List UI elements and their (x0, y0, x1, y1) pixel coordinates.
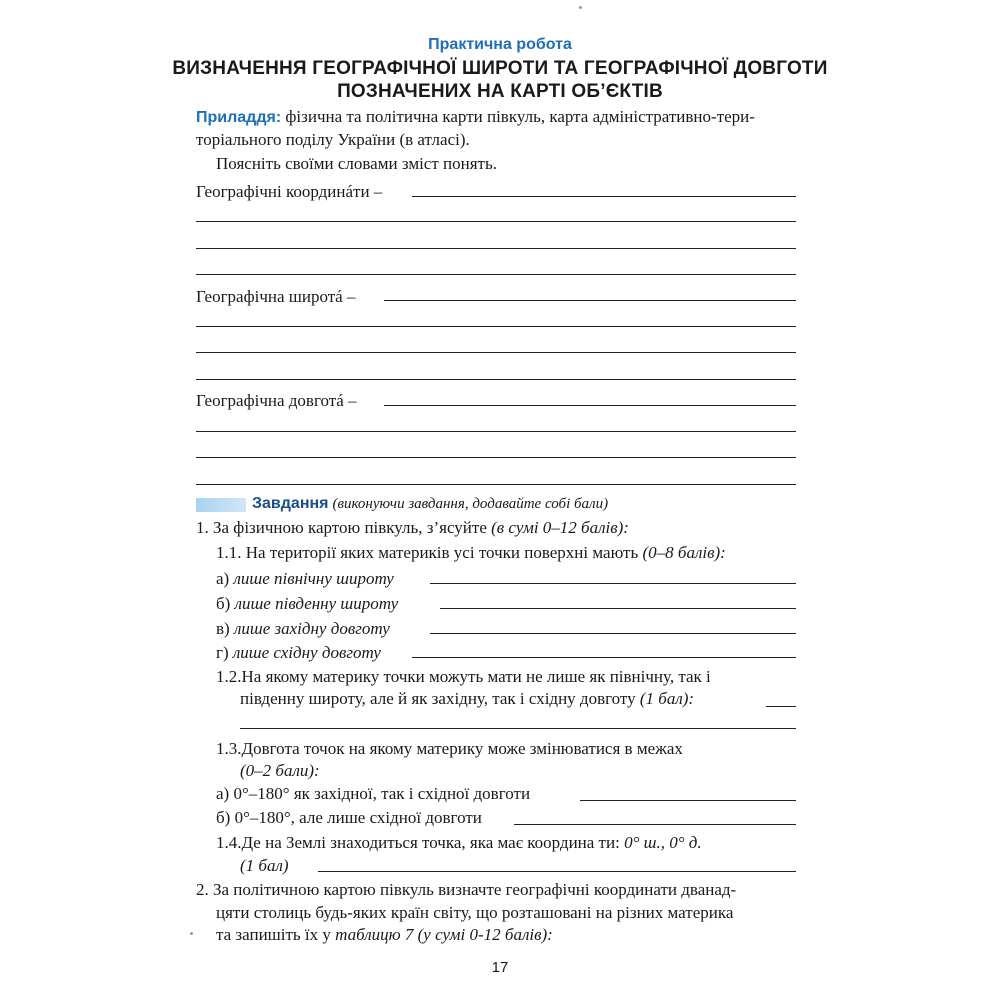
answer-line[interactable] (196, 248, 796, 249)
answer-line[interactable] (514, 824, 796, 825)
question-1-2-line1: 1.2.На якому материку точки можуть мати не лише як північну, так і (216, 667, 711, 686)
q13-option-b (216, 808, 482, 828)
option-a (216, 569, 394, 589)
question-1-3-points: (0–2 бали): (240, 761, 320, 780)
question-1-1 (216, 543, 726, 563)
task-marker-icon (196, 498, 246, 512)
answer-line[interactable] (196, 352, 796, 353)
task2-table-ref: таблицю 7 (у сумі 0-12 балів): (335, 925, 553, 944)
answer-line[interactable] (440, 608, 796, 609)
question-1-4-points: (1 бал) (240, 856, 289, 875)
question-1-2-points: (1 бал): (639, 689, 695, 708)
task2-line1: 2. За політичною картою півкуль визначте географічні координати дванад- (196, 880, 737, 899)
answer-line[interactable] (430, 633, 796, 634)
answer-line[interactable] (430, 583, 796, 584)
option-letter: а) (216, 784, 230, 803)
answer-line[interactable] (196, 484, 796, 485)
option-text: лише північну широту (233, 569, 394, 588)
answer-line[interactable] (196, 431, 796, 432)
task2-line3 (216, 925, 553, 945)
question-1-4-text: 1.4.Де на Землі знаходиться точка, яка має координа ти: (216, 833, 620, 852)
q13-option-a (216, 784, 530, 804)
equipment-line1 (196, 107, 755, 127)
concept-term-latitude: Географічна широтá – (196, 287, 356, 306)
tasks-header (252, 495, 608, 513)
section-kicker: Практична робота (428, 36, 572, 53)
option-text: лише південну широту (234, 594, 399, 613)
equipment-text1: фізична та політична карти півкуль, карта адміністративно-тери- (285, 107, 755, 126)
answer-line[interactable] (412, 657, 796, 658)
question-1-4-coords: 0° ш., 0° д. (624, 833, 702, 852)
question-1-2-line2 (240, 689, 694, 709)
tasks-note: (виконуючи завдання, додавайте собі бали) (332, 496, 609, 512)
option-letter: б) (216, 808, 231, 827)
concept-term-coordinates: Географічні координáти – (196, 182, 383, 201)
page-title-line1: ВИЗНАЧЕННЯ ГЕОГРАФІЧНОЇ ШИРОТИ ТА ГЕОГРАФІЧНОЇ ДОВГОТИ (172, 58, 828, 79)
answer-line[interactable] (384, 300, 796, 301)
option-b (216, 594, 398, 614)
option-text: 0°–180° як західної, так і східної довготи (233, 784, 531, 803)
answer-line[interactable] (384, 405, 796, 406)
answer-line[interactable] (196, 379, 796, 380)
question-1-1-text: 1.1. На території яких материків усі точки поверхні мають (216, 543, 639, 562)
intro-instruction: Поясніть своїми словами зміст понять. (216, 154, 497, 173)
equipment-label: Приладдя: (196, 109, 282, 126)
option-letter: а) (216, 569, 230, 588)
print-speck (579, 6, 582, 9)
task1-heading (196, 518, 629, 538)
option-d (216, 643, 381, 663)
task2-line2: цяти столиць будь-яких країн світу, що розташовані на різних материка (216, 903, 734, 922)
option-text: лише західну довготу (233, 619, 390, 638)
print-speck (190, 932, 193, 935)
question-1-2-text: південну широту, але й як західну, так і східну довготу (240, 689, 636, 708)
task1-points: (в сумі 0–12 балів): (491, 518, 629, 537)
equipment-line2: торіального поділу України (в атласі). (196, 130, 470, 149)
option-letter: г) (216, 643, 229, 662)
task1-text: 1. За фізичною картою півкуль, з’ясуйте (196, 518, 487, 537)
answer-line[interactable] (240, 728, 796, 729)
answer-line[interactable] (412, 196, 796, 197)
task2-text: та запишіть їх у (216, 925, 331, 944)
option-text: 0°–180°, але лише східної довготи (234, 808, 482, 827)
option-text: лише східну довготу (232, 643, 381, 662)
answer-line[interactable] (580, 800, 796, 801)
question-1-1-points: (0–8 балів): (642, 543, 726, 562)
answer-line[interactable] (196, 457, 796, 458)
option-letter: б) (216, 594, 231, 613)
answer-line[interactable] (196, 326, 796, 327)
question-1-3-line1: 1.3.Довгота точок на якому материку може змінюватися в межах (216, 739, 683, 758)
page-title-line2: ПОЗНАЧЕНИХ НА КАРТІ ОБ’ЄКТІВ (337, 81, 663, 102)
answer-line[interactable] (196, 221, 796, 222)
option-c (216, 619, 390, 639)
answer-line[interactable] (318, 871, 796, 872)
page-number: 17 (491, 959, 509, 976)
question-1-4-line1 (216, 833, 702, 853)
tasks-label: Завдання (252, 495, 329, 512)
concept-term-longitude: Географічна довготá – (196, 391, 357, 410)
answer-line[interactable] (196, 274, 796, 275)
answer-line[interactable] (766, 706, 796, 707)
option-letter: в) (216, 619, 230, 638)
